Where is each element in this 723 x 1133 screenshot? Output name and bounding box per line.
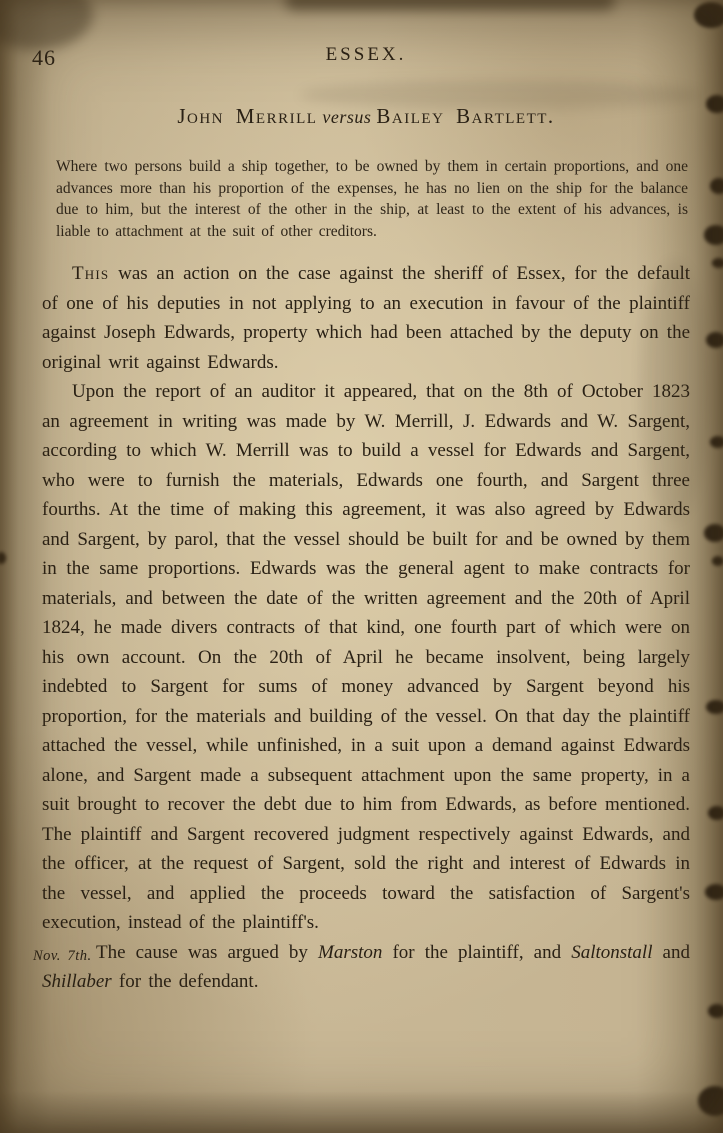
ink-mark [710,178,723,194]
paragraph-text-segment: for the plaintiff, and [382,941,572,963]
closing-paragraph-wrap [33,938,690,997]
paragraph-text-segment: for the defendant. [111,971,259,992]
ink-mark [706,95,723,113]
margin-note-date: Nov. 7th. [33,947,92,964]
ink-mark [694,2,723,28]
ink-mark [708,1004,723,1018]
headnote: Where two persons build a ship together, to be owned by them in certain proportions, and one advances more than his proportion of the expenses, he has no lien on the ship for the balance due to him, but the interest of the other in the ship, at least to the extent of his advances, is liable to attachment at the suit of other creditors. [56,158,688,240]
ink-mark [704,524,723,542]
counsel-name-shillaber: Shillaber [42,971,112,992]
counsel-name-saltonstall: Saltonstall [571,941,653,963]
ink-mark [706,332,723,348]
versus-label: versus [322,107,372,127]
ink-mark [708,806,723,820]
paragraph-text-segment: was an action on the case against the sheriff of Essex, for the default of one of his deputies in not applying to an execution in favour of the plaintiff against Joseph Edwards, property which had been attached by the deputy on the original writ against Edwards. [42,263,690,373]
ink-mark [705,884,723,900]
case-title [42,104,690,129]
ink-mark [704,225,723,245]
running-head: ESSEX. [325,44,407,65]
ink-mark [712,258,723,268]
ink-mark [710,436,723,448]
plaintiff-name: John Merrill [177,104,318,128]
paragraph-text-segment: and [652,941,690,963]
opinion-paragraph-3 [42,938,690,997]
ink-mark [712,556,723,566]
lead-word: This [72,263,110,284]
counsel-name-marston: Marston [318,941,383,963]
paragraph-text-segment: The cause was argued by [96,941,318,963]
defendant-name: Bailey Bartlett. [376,104,555,128]
ink-mark [706,700,723,714]
opinion-text [33,259,690,997]
page-number: 46 [32,45,56,70]
opinion-paragraph-1 [42,259,690,377]
bottom-edge-shade [0,1091,723,1133]
opinion-paragraph-2: Upon the report of an auditor it appeared, that on the 8th of October 1823 an agreement in writing was made by W. Merrill, J. Edwards and W. Sargent, according to which W. Merrill was to build a vessel for Edwards and Sargent, who were to furnish the materials, Edwards one fourth, and Sargent three fourths. At the time of making this agreement, it was also agreed by Edwards and Sargent, by parol, that the vessel should be built for and be owned by them in the same proportions. Edwards was the general agent to make contracts for materials, and between the date of the written agreement and the 20th of April 1824, he made divers contracts of that kind, one fourth part of which were on his own account. On the 20th of April he became insolvent, being largely indebted to Sargent for sums of money advanced by Sargent beyond his proportion, for the materials and building of the vessel. On that day the plaintiff attached the vessel, while unfinished, in a suit upon a demand against Edwards alone, and Sargent made a subsequent attachment upon the same property, in a suit brought to recover the debt due to him from Edwards, as before mentioned. The plaintiff and Sargent recovered judgment respectively against Edwards, and the officer, at the request of Sargent, sold the right and interest of Edwards in the vessel, and applied the proceeds toward the satisfaction of Sargent's execution, instead of the plaintiff's. [42,381,690,933]
page-header [32,44,690,72]
